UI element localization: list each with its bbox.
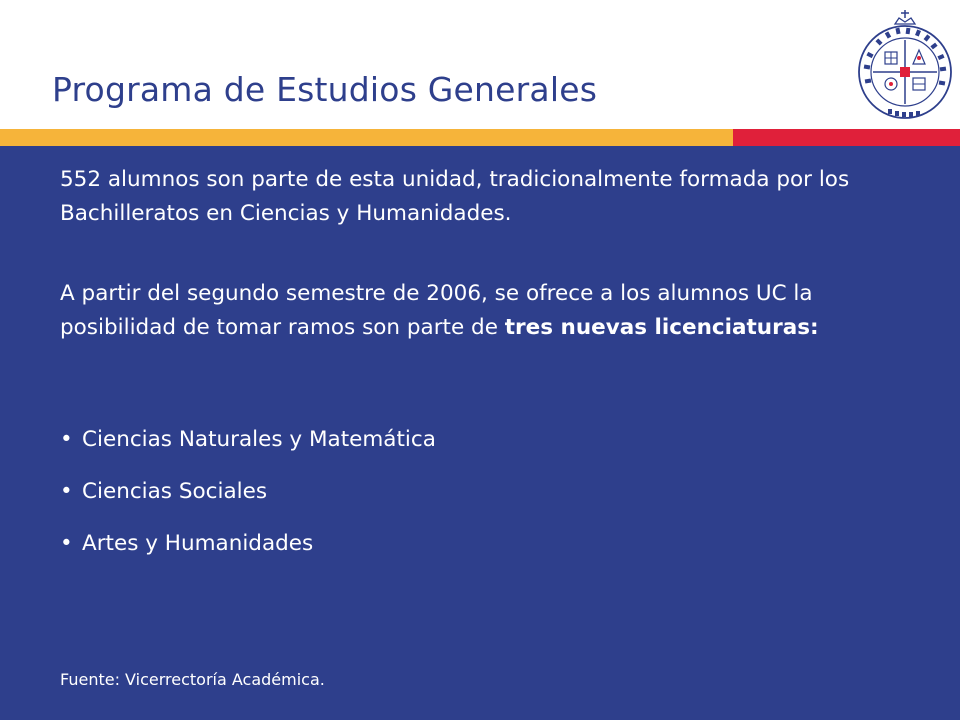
- slide-title: Programa de Estudios Generales: [52, 70, 598, 109]
- intro-paragraph: 552 alumnos son parte de esta unidad, tradicionalmente formada por los Bachilleratos en Ciencias y Humanidades.: [60, 167, 850, 226]
- list-item: [60, 476, 436, 528]
- licenciaturas-list: [60, 424, 436, 580]
- list-item-label: Ciencias Naturales y Matemática: [82, 427, 436, 452]
- bullet-icon: •: [60, 427, 73, 452]
- list-item: [60, 424, 436, 476]
- licenciaturas-intro-text: A partir del segundo semestre de 2006, se ofrece a los alumnos UC la posibilidad de tomar ramos son parte de: [60, 281, 813, 340]
- licenciaturas-emphasis-text: tres nuevas licenciaturas:: [504, 315, 819, 340]
- list-item-label: Artes y Humanidades: [82, 531, 314, 556]
- university-seal-icon: [855, 8, 955, 123]
- bullet-icon: •: [60, 479, 73, 504]
- licenciaturas-paragraph: [60, 277, 920, 345]
- bullet-icon: •: [60, 531, 73, 556]
- accent-stripe-red: [733, 129, 960, 146]
- source-note: Fuente: Vicerrectoría Académica.: [60, 670, 325, 689]
- list-item-label: Ciencias Sociales: [82, 479, 268, 504]
- list-item: [60, 528, 436, 580]
- accent-stripe-yellow: [0, 129, 733, 146]
